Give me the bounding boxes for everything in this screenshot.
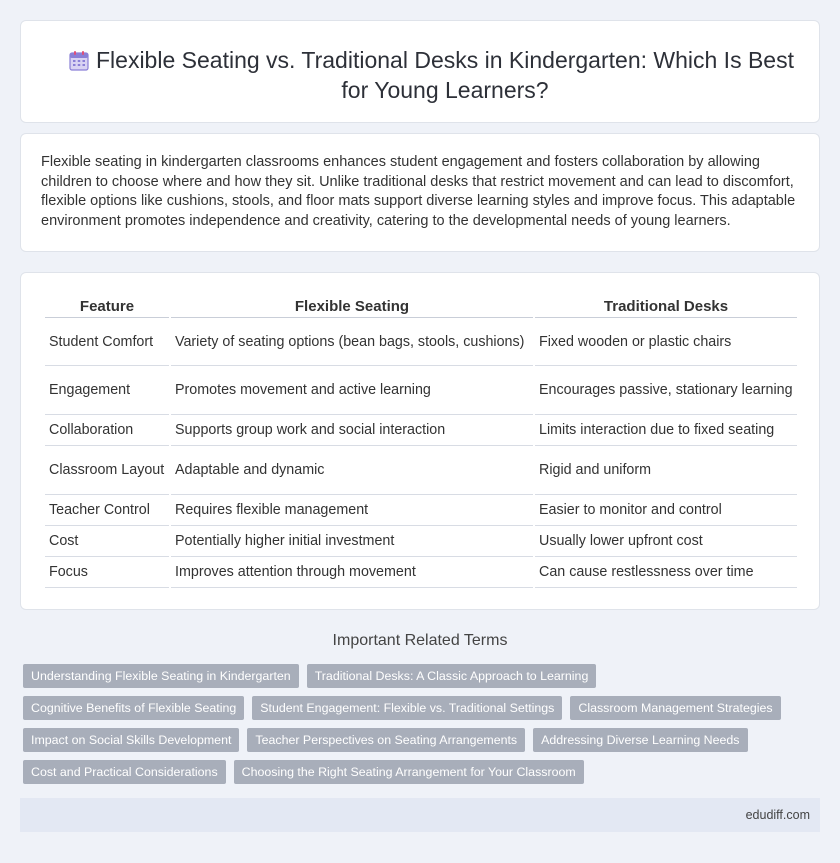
table-row (45, 415, 797, 446)
cell-flexible: Adaptable and dynamic (171, 446, 533, 495)
intro-paragraph: Flexible seating in kindergarten classrooms enhances student engagement and fosters collaboration by allowing children to choose where and how they sit. Unlike traditional desks that restrict movement and can lead to discomfort, flexible options like cushions, stools, and floor mats support diverse learning styles and improve focus. This adaptable environment promotes independence and creativity, catering to the developmental needs of young learners. (41, 154, 796, 229)
header-traditional-desks: Traditional Desks (535, 295, 797, 318)
cell-traditional: Limits interaction due to fixed seating (535, 415, 797, 446)
cell-traditional: Encourages passive, stationary learning (535, 366, 797, 415)
cell-flexible: Requires flexible management (171, 495, 533, 526)
related-terms-list (23, 664, 823, 792)
table-row (45, 557, 797, 588)
cell-feature: Engagement (45, 366, 169, 415)
related-term-tag[interactable]: Cost and Practical Considerations (23, 760, 226, 784)
related-term-tag[interactable]: Choosing the Right Seating Arrangement for Your Classroom (234, 760, 584, 784)
table-row (45, 446, 797, 495)
table-row (45, 318, 797, 366)
related-term-tag[interactable]: Impact on Social Skills Development (23, 728, 239, 752)
cell-traditional: Fixed wooden or plastic chairs (535, 318, 797, 366)
intro-card (20, 133, 820, 252)
page-title: Flexible Seating vs. Traditional Desks in Kindergarten: Which Is Best for Young Learners? (96, 47, 794, 103)
table-header-row (45, 295, 797, 318)
cell-flexible: Variety of seating options (bean bags, stools, cushions) (171, 318, 533, 366)
cell-feature: Focus (45, 557, 169, 588)
cell-flexible: Supports group work and social interaction (171, 415, 533, 446)
related-term-tag[interactable]: Understanding Flexible Seating in Kindergarten (23, 664, 299, 688)
table-row (45, 495, 797, 526)
cell-flexible: Potentially higher initial investment (171, 526, 533, 557)
comparison-card (20, 272, 820, 610)
table-row (45, 366, 797, 415)
related-term-tag[interactable]: Cognitive Benefits of Flexible Seating (23, 696, 244, 720)
cell-traditional: Rigid and uniform (535, 446, 797, 495)
cell-traditional: Can cause restlessness over time (535, 557, 797, 588)
related-term-tag[interactable]: Addressing Diverse Learning Needs (533, 728, 747, 752)
related-term-tag[interactable]: Student Engagement: Flexible vs. Traditional Settings (252, 696, 562, 720)
cell-feature: Collaboration (45, 415, 169, 446)
cell-feature: Cost (45, 526, 169, 557)
related-term-tag[interactable]: Traditional Desks: A Classic Approach to Learning (307, 664, 597, 688)
footer-site-link[interactable]: edudiff.com (745, 808, 810, 822)
cell-feature: Student Comfort (45, 318, 169, 366)
cell-traditional: Usually lower upfront cost (535, 526, 797, 557)
footer (20, 798, 820, 832)
header-flexible-seating: Flexible Seating (171, 295, 533, 318)
cell-feature: Classroom Layout (45, 446, 169, 495)
cell-flexible: Improves attention through movement (171, 557, 533, 588)
cell-traditional: Easier to monitor and control (535, 495, 797, 526)
related-term-tag[interactable]: Classroom Management Strategies (570, 696, 780, 720)
header-feature: Feature (45, 295, 169, 318)
title-card (20, 20, 820, 123)
cell-feature: Teacher Control (45, 495, 169, 526)
table-row (45, 526, 797, 557)
related-terms-title: Important Related Terms (332, 632, 508, 649)
comparison-table (43, 295, 799, 588)
related-term-tag[interactable]: Teacher Perspectives on Seating Arrangements (247, 728, 525, 752)
cell-flexible: Promotes movement and active learning (171, 366, 533, 415)
calendar-icon (67, 49, 91, 73)
